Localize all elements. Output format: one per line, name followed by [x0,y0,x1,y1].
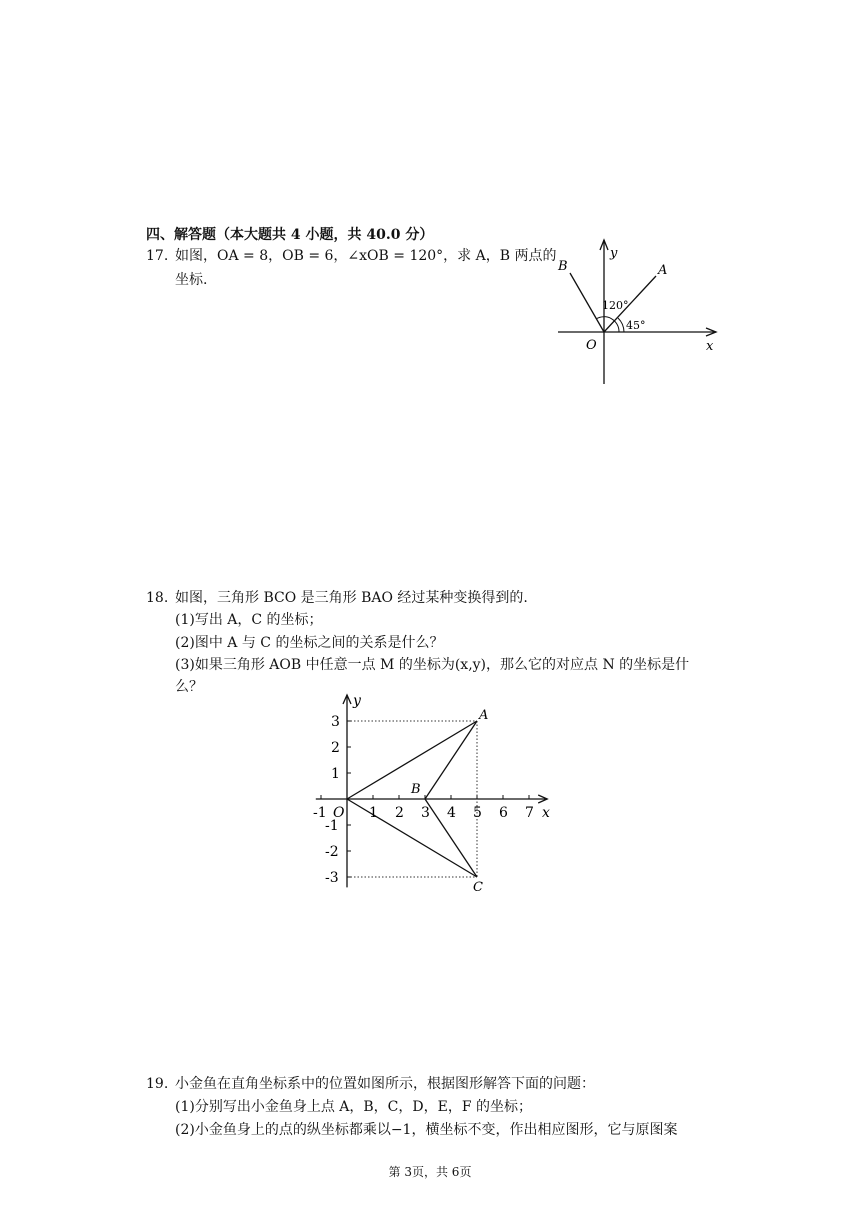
label-y: y [353,693,361,709]
x-tick-label: 4 [447,805,456,821]
q19-number: 19. [146,1076,169,1092]
q17-label-O: O [586,338,597,353]
q18-coordinate-figure [306,690,556,896]
label-x: x [542,805,550,821]
label-C: C [473,880,483,895]
q18-text-line1: 如图，三角形 BCO 是三角形 BAO 经过某种变换得到的. [175,590,528,606]
label-O: O [333,805,345,821]
y-tick-label: 3 [331,714,340,730]
q17-label-120: 120° [602,299,629,312]
x-tick-label: 7 [525,805,534,821]
q18-text-line4: (3)如果三角形 AOB 中任意一点 M 的坐标为(x,y)，那么它的对应点 N 的坐标是什 [175,657,690,673]
y-tick-label: -2 [325,844,339,860]
q17-label-B: B [558,259,568,274]
label-B: B [411,782,421,797]
q19-text-line2: (1)分别写出小金鱼身上点 A，B，C，D，E，F 的坐标； [175,1099,532,1115]
y-tick-label: 1 [331,766,340,782]
x-tick-label: 3 [421,805,430,821]
y-tick-label: 2 [331,740,340,756]
segment-OC [347,799,477,877]
q17-figure [548,236,728,386]
q17-number: 17. [146,248,169,264]
label-A: A [479,708,489,723]
q18-text-line3: (2)图中 A 与 C 的坐标之间的关系是什么？ [175,635,444,651]
q18-text-line5: 么？ [175,679,203,695]
x-tick-label: 5 [473,805,482,821]
q17-text-line1: 如图，OA = 8，OB = 6，∠xOB = 120°，求 A，B 两点的 [175,248,557,264]
y-tick-label: -1 [325,818,339,834]
q17-text-line2: 坐标. [175,272,208,288]
y-tick-label: -3 [325,870,339,886]
q17-label-45: 45° [626,319,646,332]
segment-BA [425,721,477,799]
x-tick-label: 2 [395,805,404,821]
x-tick-label: 1 [369,805,378,821]
q17-label-y: y [610,246,618,261]
q17-ray-OB [570,273,604,332]
q19-text-line1: 小金鱼在直角坐标系中的位置如图所示，根据图形解答下面的问题： [175,1076,595,1092]
q19-text-line3: (2)小金鱼身上的点的纵坐标都乘以−1，横坐标不变，作出相应图形，它与原图案 [175,1122,678,1138]
q18-text-line2: (1)写出 A，C 的坐标； [175,612,323,628]
q17-label-A: A [658,263,668,278]
page-footer: 第 3页，共 6页 [388,1165,472,1179]
x-tick-label: 6 [499,805,508,821]
q17-label-x: x [706,339,714,354]
q18-number: 18. [146,590,169,606]
x-tick-label: -1 [313,805,327,821]
section-title: 四、解答题（本大题共 4 小题，共 40.0 分） [146,227,434,243]
